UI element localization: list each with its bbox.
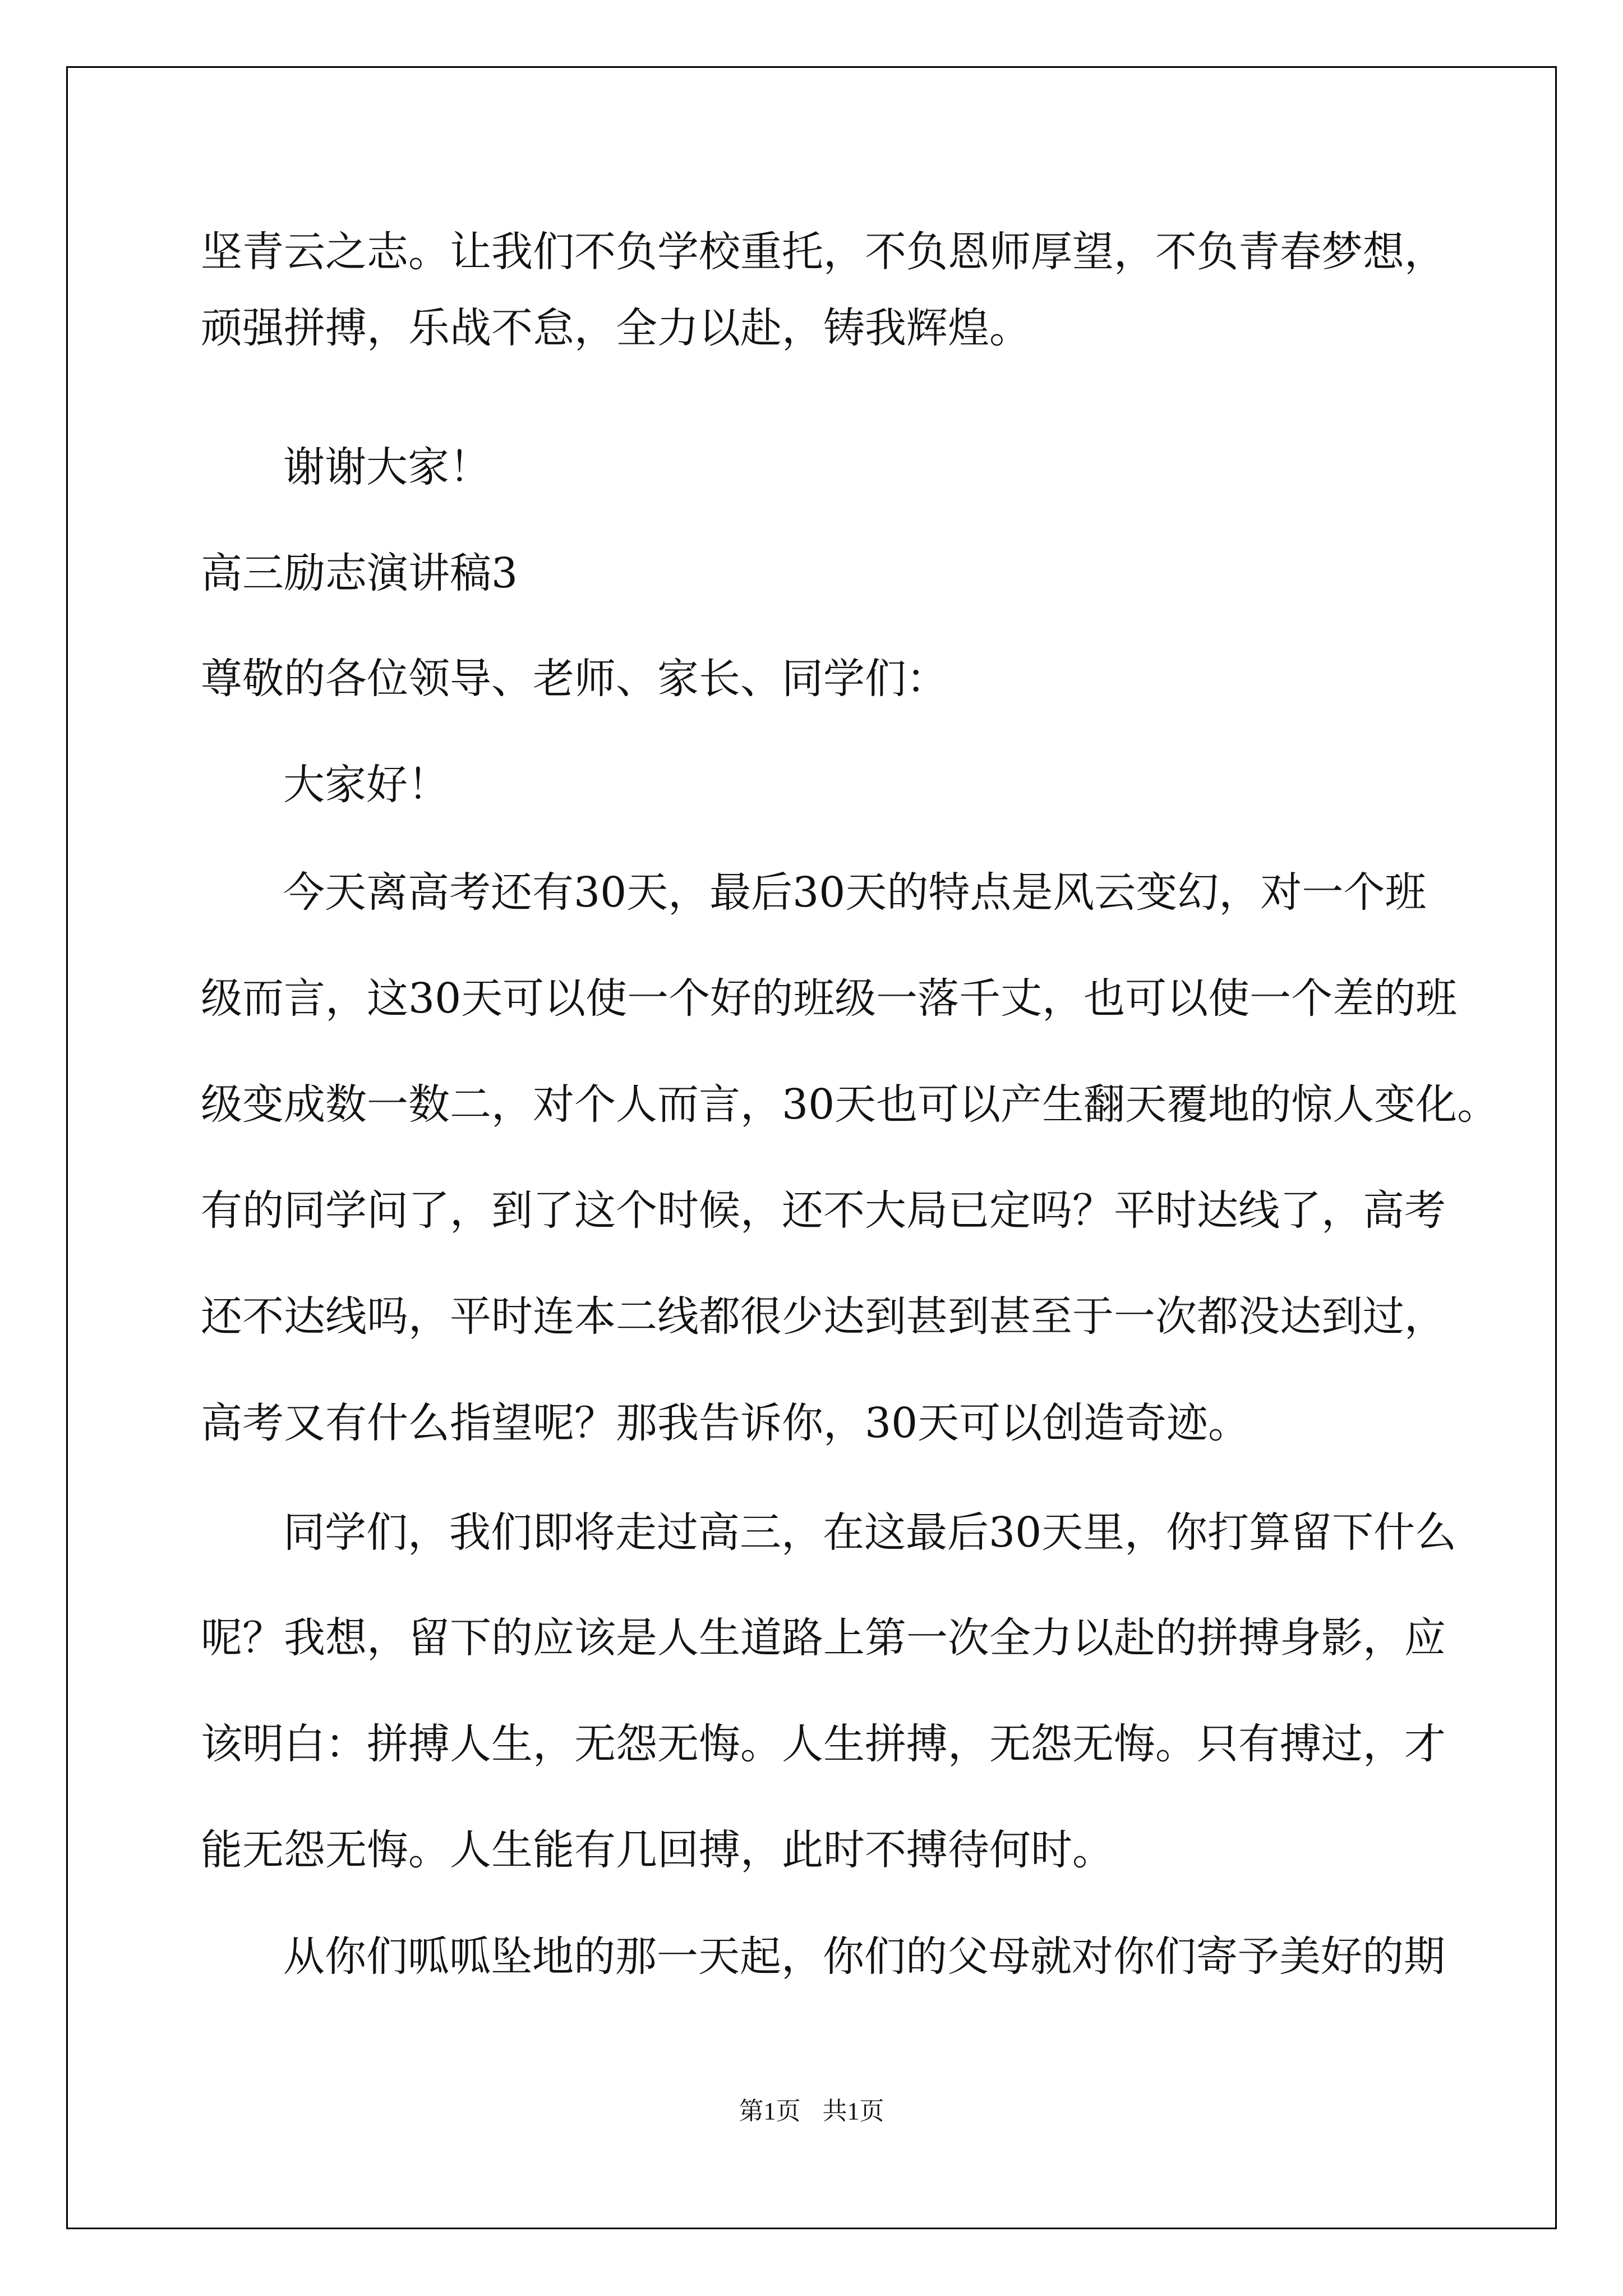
- body-line: 顽强拼搏，乐战不怠，全力以赴，铸我辉煌。: [201, 304, 1031, 352]
- greeting: 大家好！: [283, 761, 449, 809]
- body-line: 有的同学问了，到了这个时候，还不大局已定吗？平时达线了，高考: [201, 1186, 1446, 1235]
- body-line: 坚青云之志。让我们不负学校重托，不负恩师厚望，不负青春梦想，: [201, 228, 1446, 276]
- page-number: 第1页: [739, 2097, 801, 2125]
- body-line: 级而言，这30天可以使一个好的班级一落千丈，也可以使一个差的班: [201, 974, 1458, 1023]
- body-line: 高考又有什么指望呢？那我告诉你，30天可以创造奇迹。: [201, 1399, 1250, 1447]
- body-line: 还不达线吗，平时连本二线都很少达到甚到甚至于一次都没达到过，: [201, 1292, 1446, 1341]
- body-line: 能无怨无悔。人生能有几回搏，此时不搏待何时。: [201, 1826, 1114, 1874]
- closing-thanks: 谢谢大家！: [283, 443, 491, 491]
- page-total: 共1页: [822, 2097, 884, 2125]
- body-line: 今天离高考还有30天，最后30天的特点是风云变幻，对一个班: [283, 868, 1427, 917]
- page-footer: [0, 2091, 1623, 2127]
- salutation: 尊敬的各位领导、老师、家长、同学们：: [201, 655, 948, 703]
- body-line: 同学们，我们即将走过高三，在这最后30天里，你打算留下什么: [283, 1508, 1457, 1557]
- page-border: [66, 66, 1557, 2229]
- body-line: 从你们呱呱坠地的那一天起，你们的父母就对你们寄予美好的期: [283, 1932, 1445, 1981]
- body-line: 该明白：拼搏人生，无怨无悔。人生拼搏，无怨无悔。只有搏过，才: [201, 1720, 1446, 1768]
- body-line: 呢？我想，留下的应该是人生道路上第一次全力以赴的拼搏身影，应: [201, 1614, 1446, 1662]
- section-title: 高三励志演讲稿3: [201, 549, 518, 597]
- body-line: 级变成数一数二，对个人而言，30天也可以产生翻天覆地的惊人变化。: [201, 1080, 1499, 1129]
